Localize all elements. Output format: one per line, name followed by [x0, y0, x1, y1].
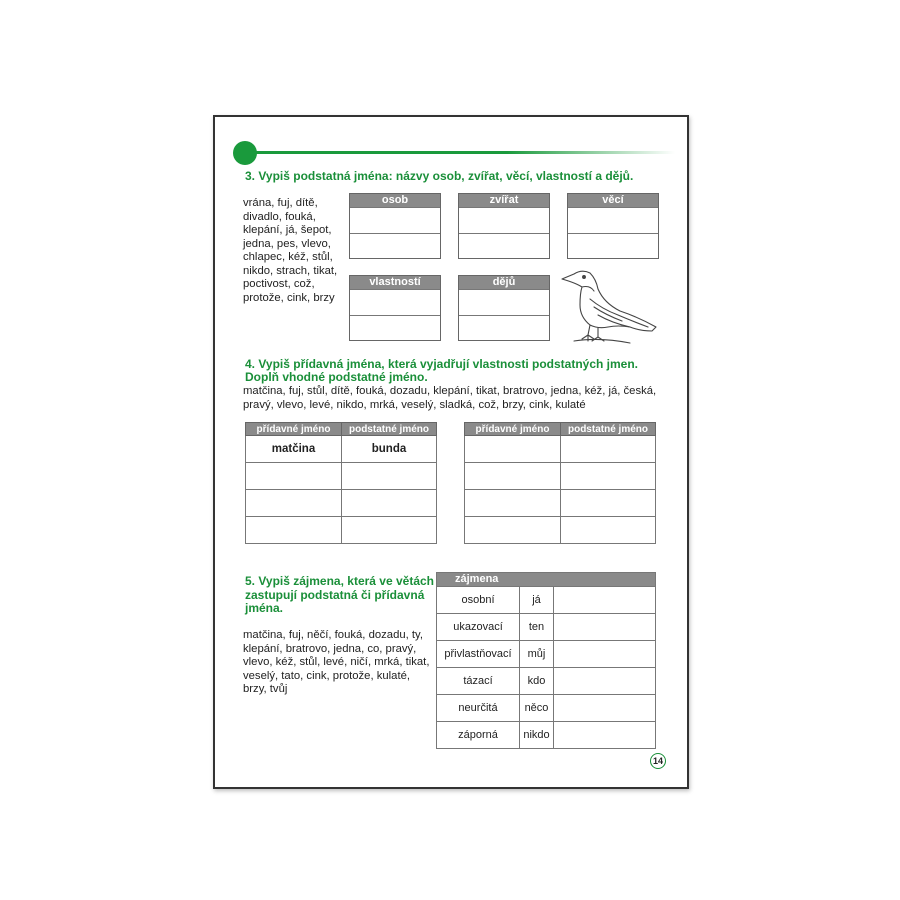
answer-cell[interactable]	[554, 641, 655, 667]
workbook-page	[213, 115, 689, 789]
category-box-deju	[458, 275, 550, 341]
category-box-veci	[567, 193, 659, 259]
crow-illustration	[560, 265, 660, 347]
pronoun-type: přivlastňovací	[437, 641, 520, 667]
answer-cell[interactable]	[342, 490, 437, 517]
answer-cell[interactable]	[561, 436, 656, 463]
answer-line[interactable]	[459, 315, 549, 341]
answer-cell[interactable]	[465, 463, 561, 490]
adjective-table-right	[464, 422, 656, 544]
pronoun-row	[437, 721, 655, 748]
pronoun-type: ukazovací	[437, 614, 520, 640]
category-label: dějů	[459, 276, 549, 289]
column-header-adjective: přídavné jméno	[246, 423, 342, 436]
adjective-table-left	[245, 422, 437, 544]
answer-cell[interactable]	[246, 463, 342, 490]
pronoun-example: nikdo	[520, 722, 554, 748]
section5-word-list: matčina, fuj, něčí, fouká, dozadu, ty, klepání, bratrovo, jedna, co, pravý, vlevo, kéž, stůl, levé, ničí, mrká, tikat, veselý, tato, cink, protože, kulaté, brzy, tvůj	[243, 629, 430, 695]
answer-cell[interactable]	[554, 722, 655, 748]
pronoun-example: kdo	[520, 668, 554, 694]
answer-cell[interactable]	[554, 587, 655, 613]
pronoun-type: osobní	[437, 587, 520, 613]
answer-cell[interactable]	[465, 490, 561, 517]
pronoun-row	[437, 667, 655, 694]
column-header-noun: podstatné jméno	[342, 423, 437, 436]
green-bullet-icon	[233, 141, 257, 165]
pronoun-example: já	[520, 587, 554, 613]
category-box-vlastnosti	[349, 275, 441, 341]
pronoun-row	[437, 613, 655, 640]
section4-heading-line2: Doplň vhodné podstatné jméno.	[245, 370, 428, 384]
answer-line[interactable]	[350, 207, 440, 233]
answer-line[interactable]	[350, 233, 440, 259]
header-line	[255, 151, 675, 154]
section3-word-list: vrána, fuj, dítě, divadlo, fouká, klepání, já, šepot, jedna, pes, vlevo, chlapec, kéž, stůl, nikdo, strach, tikat, poctivost, což, protože, cink, brzy	[243, 197, 338, 304]
pronoun-table	[436, 572, 656, 749]
answer-line[interactable]	[459, 207, 549, 233]
answer-cell[interactable]	[342, 517, 437, 544]
category-label: osob	[350, 194, 440, 207]
answer-line[interactable]	[459, 233, 549, 259]
pronoun-example: můj	[520, 641, 554, 667]
page-number: 14	[650, 753, 666, 769]
answer-cell[interactable]	[554, 614, 655, 640]
answer-line[interactable]	[568, 207, 658, 233]
example-noun: bunda	[342, 436, 437, 463]
answer-cell[interactable]	[342, 463, 437, 490]
category-label: zvířat	[459, 194, 549, 207]
column-header-adjective: přídavné jméno	[465, 423, 561, 436]
section3-heading: 3. Vypiš podstatná jména: názvy osob, zvířat, věcí, vlastností a dějů.	[245, 169, 634, 183]
answer-cell[interactable]	[465, 436, 561, 463]
category-box-zvirat	[458, 193, 550, 259]
pronoun-type: záporná	[437, 722, 520, 748]
pronoun-example: ten	[520, 614, 554, 640]
answer-line[interactable]	[350, 315, 440, 341]
pronoun-row	[437, 694, 655, 721]
answer-cell[interactable]	[561, 463, 656, 490]
pronoun-row	[437, 640, 655, 667]
category-box-osob	[349, 193, 441, 259]
answer-cell[interactable]	[465, 517, 561, 544]
answer-cell[interactable]	[246, 517, 342, 544]
section4-word-list: matčina, fuj, stůl, dítě, fouká, dozadu, klepání, tikat, bratrovo, jedna, kéž, já, česká, pravý, vlevo, levé, nikdo, mrká, veselý, sladká, což, brzy, cink, kulaté	[243, 385, 657, 411]
column-header-noun: podstatné jméno	[561, 423, 656, 436]
category-label: vlastností	[350, 276, 440, 289]
pronoun-table-title: zájmena	[437, 573, 655, 586]
answer-line[interactable]	[459, 289, 549, 315]
answer-cell[interactable]	[561, 517, 656, 544]
answer-cell[interactable]	[246, 490, 342, 517]
category-label: věcí	[568, 194, 658, 207]
answer-cell[interactable]	[554, 695, 655, 721]
section5-heading: 5. Vypiš zájmena, která ve větách zastupují podstatná či přídavná jména.	[245, 574, 434, 615]
example-adjective: matčina	[246, 436, 342, 463]
pronoun-type: tázací	[437, 668, 520, 694]
answer-cell[interactable]	[561, 490, 656, 517]
answer-line[interactable]	[568, 233, 658, 259]
pronoun-type: neurčitá	[437, 695, 520, 721]
pronoun-example: něco	[520, 695, 554, 721]
answer-cell[interactable]	[554, 668, 655, 694]
section4-heading-line1: 4. Vypiš přídavná jména, která vyjadřují vlastnosti podstatných jmen.	[245, 357, 639, 371]
pronoun-row	[437, 586, 655, 613]
answer-line[interactable]	[350, 289, 440, 315]
